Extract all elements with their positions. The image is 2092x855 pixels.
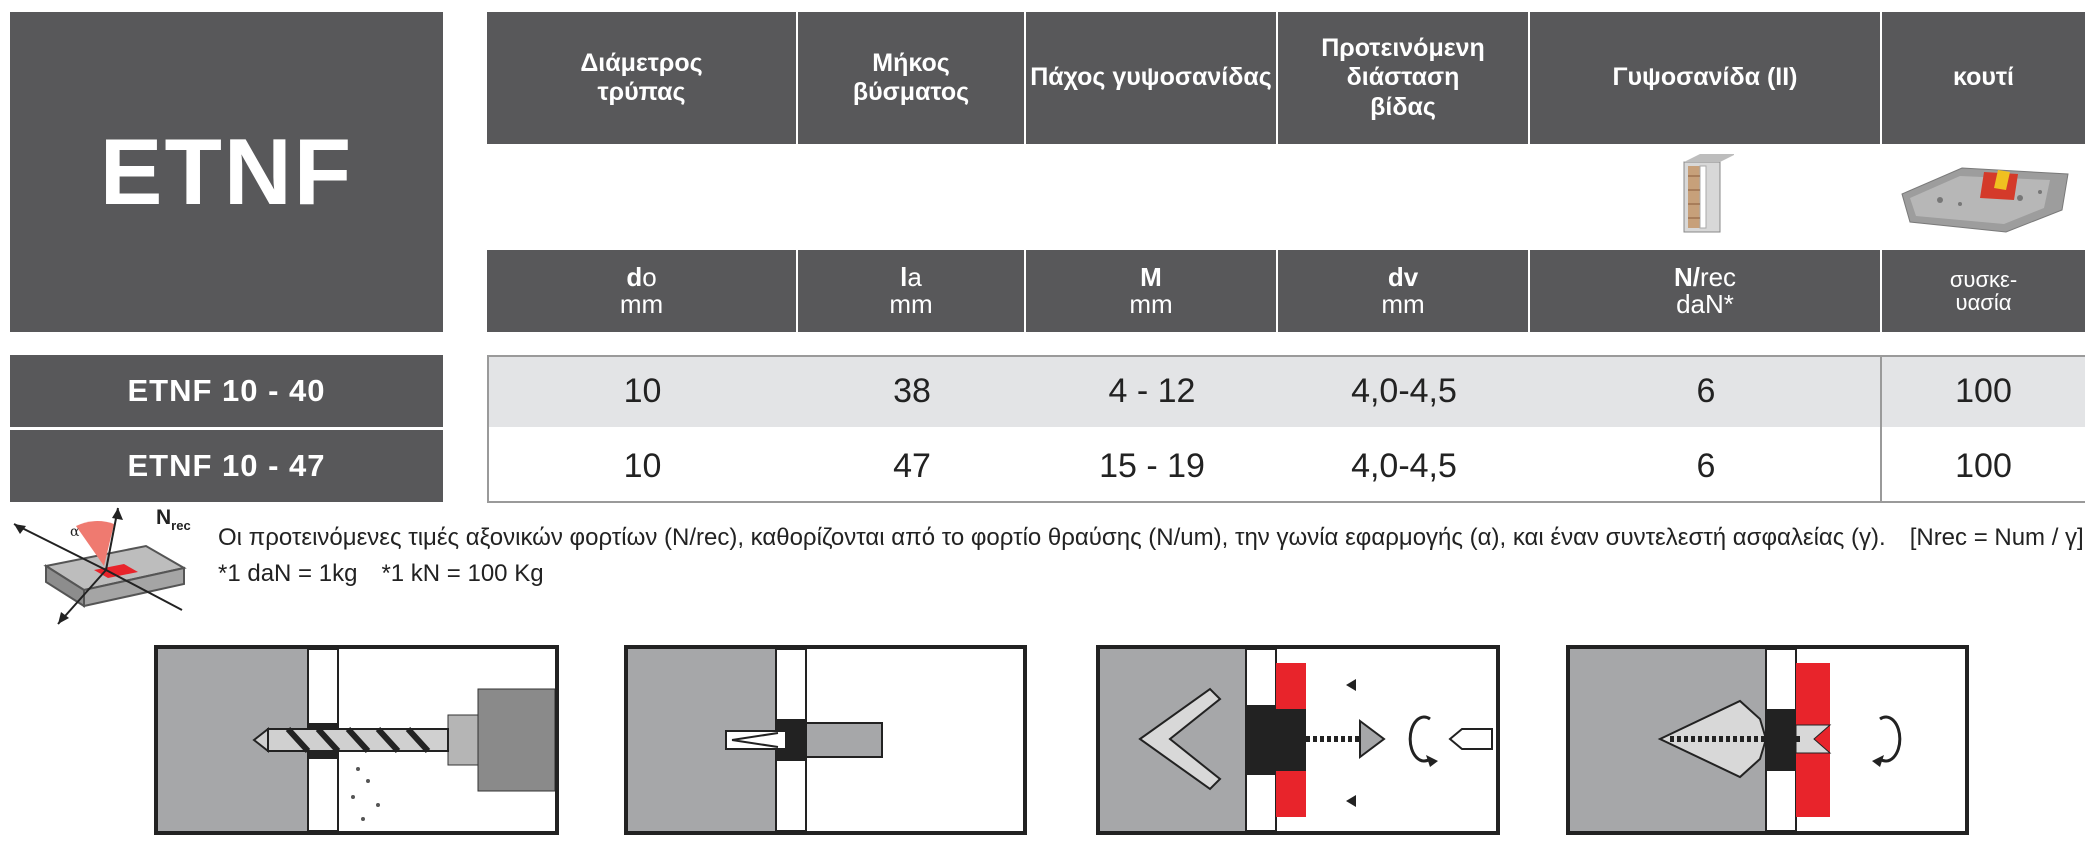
table-cell: 100 xyxy=(1955,446,2012,485)
row-label: ETNF 10 - 47 xyxy=(10,430,443,502)
install-step-2-insert xyxy=(624,645,1027,835)
install-step-4-tighten xyxy=(1566,645,1969,835)
load-note: Οι προτεινόμενες τιμές αξονικών φορτίων (N/rec), καθορίζονται από το φορτίο θραύσης (N/um), την γωνία εφαρμογής (α), και έναν συντελεστή ασφαλείας (γ). [Nrec = Num / γ] *1 daN = 1kg *1 kN = 100 Kg xyxy=(218,524,2084,587)
table-cell: 4 - 12 xyxy=(1108,371,1196,410)
unit-load: N/rec daN* xyxy=(1530,250,1882,332)
wall-section-icon xyxy=(1670,152,1734,236)
table-cell: 10 xyxy=(623,446,662,485)
table-cell: 100 xyxy=(1955,371,2012,410)
table-cell: 6 xyxy=(1696,371,1716,410)
header-hole-diameter: Διάμετρος τρύπας xyxy=(487,12,798,144)
install-step-3-screw xyxy=(1096,645,1500,835)
table-cell: 6 xyxy=(1696,446,1716,485)
unit-packaging: συσκε- υασία xyxy=(1882,250,2085,332)
unit-plug-length: la mm xyxy=(798,250,1026,332)
header-plasterboard: Γυψοσανίδα (II) xyxy=(1530,12,1882,144)
header-plug-length: Μήκος βύσματος xyxy=(798,12,1026,144)
unit-board-thickness: M mm xyxy=(1026,250,1278,332)
unit-screw-size: dv mm xyxy=(1278,250,1530,332)
install-step-1-drill xyxy=(154,645,559,835)
table-cell: 4,0-4,5 xyxy=(1351,371,1457,410)
table-cell: 15 - 19 xyxy=(1099,446,1205,485)
header-board-thickness: Πάχος γυψοσανίδας xyxy=(1026,12,1278,144)
row-label: ETNF 10 - 40 xyxy=(10,355,443,427)
table-cell: 4,0-4,5 xyxy=(1351,446,1457,485)
svg-text:Nrec: $N_{rec}$ xyxy=(156,506,191,533)
box-package-icon xyxy=(1900,160,2070,235)
product-title: ETNF xyxy=(10,12,443,332)
table-cell: 10 xyxy=(623,371,662,410)
unit-hole-diameter: do mm xyxy=(487,250,798,332)
table-cell: 38 xyxy=(893,371,931,410)
load-angle-icon xyxy=(6,506,206,626)
header-box: κουτί xyxy=(1882,12,2085,144)
alpha-label: α xyxy=(70,524,80,540)
header-screw-size: Προτεινόμενη διάσταση βίδας xyxy=(1278,12,1530,144)
table-cell: 47 xyxy=(893,446,931,485)
